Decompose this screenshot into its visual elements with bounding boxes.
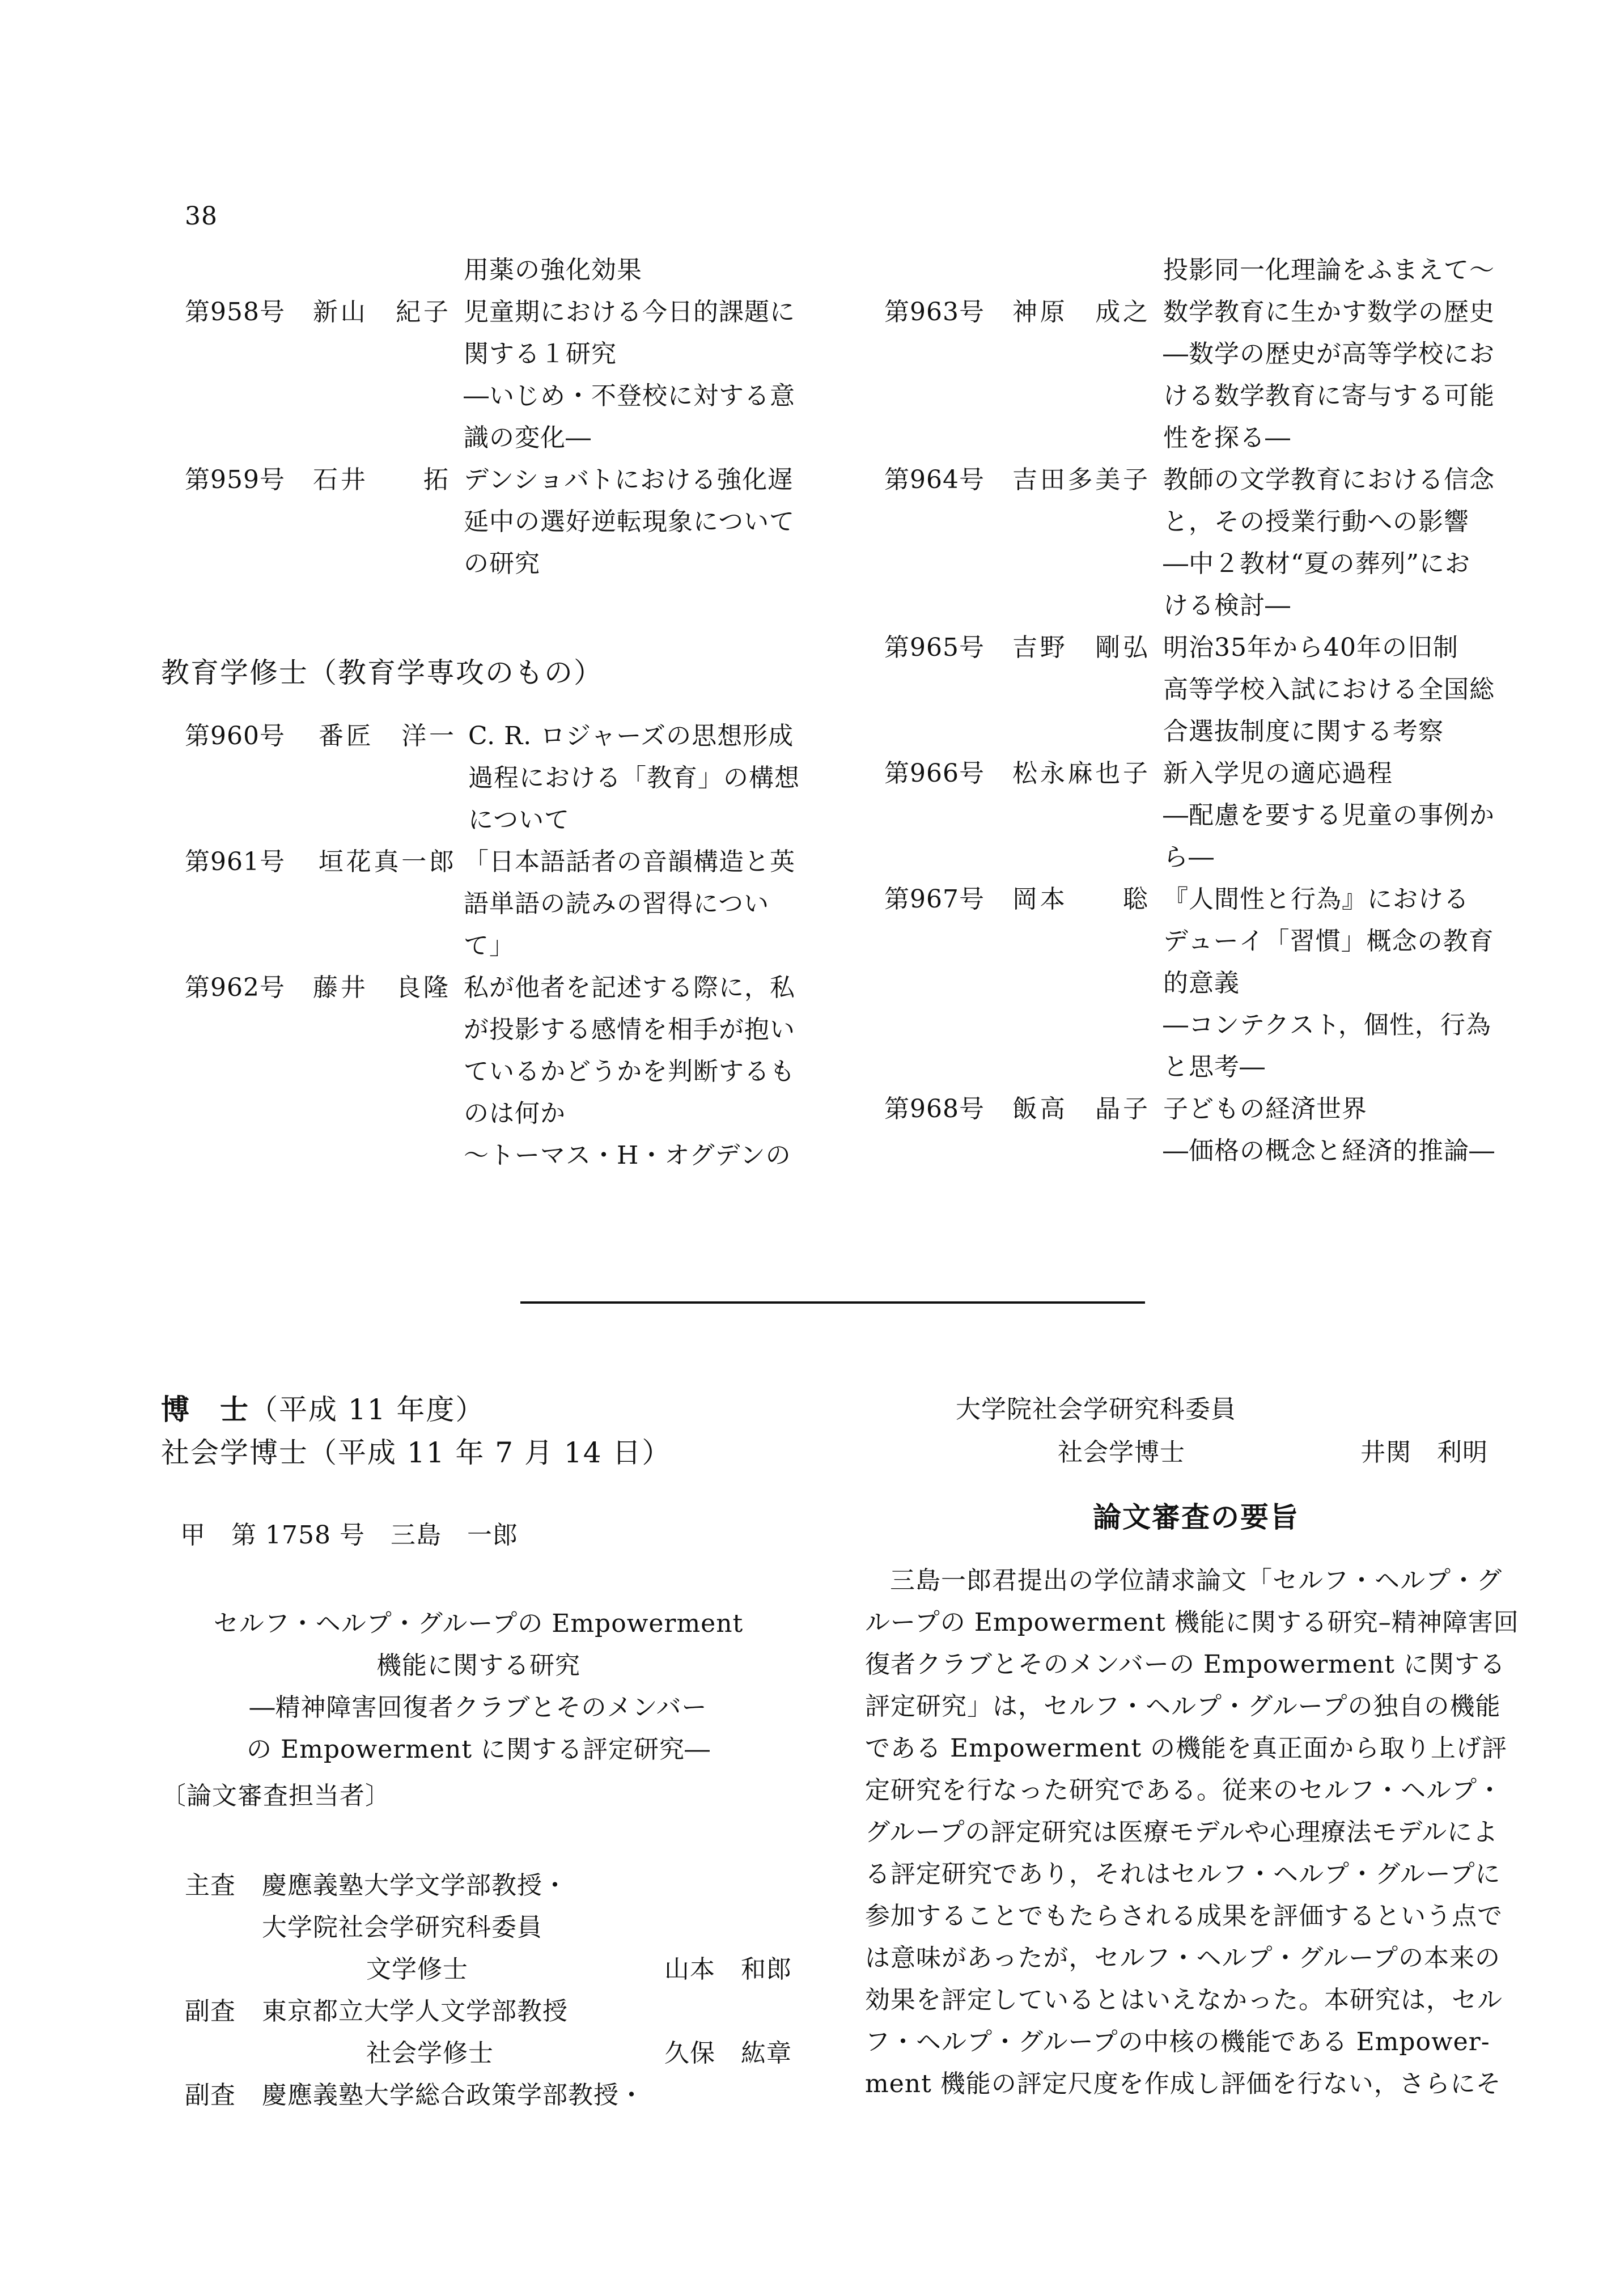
thesis-title [1163, 879, 1494, 1088]
doctor-heading-year: （平成 11 年度） [249, 1393, 485, 1426]
summary-body [865, 1560, 1519, 2105]
summary-line: ループの Empowerment 機能に関する研究–精神障害回 [865, 1608, 1519, 1637]
examiner-role: 副査 [185, 2081, 236, 2110]
thesis-entry-959 [185, 459, 808, 585]
title-line: 的意義 [1163, 969, 1240, 998]
examiner-affiliation: 東京都立大学人文学部教授 [262, 1997, 568, 2026]
title-line: 性を探る― [1163, 423, 1291, 452]
summary-line: 三島一郎君提出の学位請求論文「セルフ・ヘルプ・グ [890, 1566, 1502, 1595]
author-name: 吉田多美子 [1012, 465, 1148, 494]
title-line: デューイ「習慣」概念の教育 [1163, 927, 1494, 956]
examiner-affiliation: 慶應義塾大学総合政策学部教授・ [262, 2081, 644, 2110]
title-line: ―中２教材“夏の葬列”にお [1163, 549, 1470, 578]
title-line: ―いじめ・不登校に対する意 [464, 381, 795, 410]
title-line: 明治35年から40年の旧制 [1163, 633, 1458, 662]
author-name: 岡本 聡 [1012, 885, 1148, 914]
summary-line: 復者クラブとそのメンバーの Empowerment に関する [865, 1650, 1506, 1679]
thesis-entry-960 [185, 715, 808, 841]
examiner-name: 久保 紘章 [664, 2039, 792, 2068]
thesis-entry-964 [884, 459, 1508, 627]
thesis-number: 第965号 [884, 633, 985, 662]
title-line: 教師の文学教育における信念 [1163, 465, 1495, 494]
title-line: 延中の選好逆転現象について [464, 507, 795, 536]
thesis-entry-967 [884, 879, 1508, 1088]
summary-line: 参加することでもたらされる成果を評価するという点で [865, 1902, 1503, 1931]
examiner-row [185, 1907, 803, 1949]
author-name: 新山 紀子 [313, 298, 449, 326]
dissertation-title-line: 機能に関する研究 [376, 1651, 580, 1680]
thesis-entry-966 [884, 753, 1508, 879]
title-line: 「日本語話者の音韻構造と英 [464, 847, 795, 876]
title-line: 『人間性と行為』における [1163, 885, 1469, 914]
thesis-title [468, 715, 800, 841]
examiner-row [185, 1865, 803, 1907]
examiner-degree: 社会学博士 [1058, 1438, 1185, 1467]
author-name: 飯高 晶子 [1012, 1095, 1148, 1123]
doctor-heading [161, 1389, 485, 1431]
title-line: 合選抜制度に関する考察 [1163, 717, 1444, 746]
thesis-list-left-a [185, 291, 808, 586]
summary-line: 評定研究」は，セルフ・ヘルプ・グループの独自の機能 [865, 1692, 1501, 1721]
thesis-entry-968 [884, 1088, 1508, 1172]
thesis-number: 第959号 [185, 465, 285, 494]
dissertation-title-line: セルフ・ヘルプ・グループの Empowerment [213, 1609, 744, 1638]
examiners-heading: 〔論文審査担当者〕 [161, 1781, 391, 1810]
summary-line: である Empowerment の機能を真正面から取り上げ評 [865, 1734, 1507, 1763]
summary-line: 効果を評定しているとはいえなかった。本研究は，セル [865, 1986, 1503, 2014]
summary-line: ment 機能の評定尺度を作成し評価を行ない，さらにそ [865, 2069, 1502, 2098]
thesis-title [1163, 291, 1495, 459]
title-line: の研究 [464, 549, 540, 578]
title-line: 高等学校入試における全国総 [1163, 675, 1495, 704]
examiner-row [185, 1949, 803, 1991]
title-line: 数学教育に生かす数学の歴史 [1163, 298, 1495, 326]
registration-line: 甲 第 1758 号 三島 一郎 [180, 1521, 518, 1550]
examiner-role: 副査 [185, 1997, 236, 2026]
page-number: 38 [185, 202, 218, 231]
author-name: 神原 成之 [1012, 298, 1148, 326]
thesis-number: 第964号 [884, 465, 985, 494]
title-line: 私が他者を記述する際に，私 [464, 973, 795, 1002]
examiner-degree: 社会学修士 [366, 2039, 494, 2068]
thesis-title [1163, 459, 1495, 627]
author-name: 番匠 洋一 [319, 722, 455, 750]
thesis-entry-962 [185, 967, 808, 1177]
dissertation-title [161, 1603, 796, 1771]
thesis-title [464, 291, 795, 459]
thesis-entry-961 [185, 841, 808, 967]
author-name: 藤井 良隆 [313, 973, 449, 1002]
title-line: ―配慮を要する児童の事例か [1163, 801, 1495, 830]
thesis-title [1163, 1088, 1495, 1172]
examiner-affiliation-continued: 大学院社会学研究科委員 [956, 1395, 1236, 1424]
title-line: について [468, 805, 570, 834]
thesis-number: 第963号 [884, 298, 985, 326]
title-line: 子どもの経済世界 [1163, 1095, 1367, 1123]
thesis-number: 第966号 [884, 759, 985, 788]
thesis-entry-965 [884, 627, 1508, 753]
title-line: と思考― [1163, 1053, 1265, 1081]
title-line: 識の変化― [464, 423, 591, 452]
title-line: 〜トーマス・H・オグデンの [464, 1141, 791, 1170]
thesis-entry-958 [185, 291, 808, 459]
title-line: 新入学児の適応過程 [1163, 759, 1393, 788]
title-line: ―価格の概念と経済的推論― [1163, 1136, 1495, 1165]
thesis-number: 第967号 [884, 885, 985, 914]
examiner-name: 山本 和郎 [664, 1955, 792, 1984]
examiner-affiliation: 慶應義塾大学文学部教授・ [262, 1871, 568, 1900]
continuation-text-left: 用薬の強化効果 [464, 256, 642, 285]
thesis-title [464, 459, 795, 585]
title-line: て」 [464, 931, 515, 960]
summary-line: 定研究を行なった研究である。従来のセルフ・ヘルプ・ [865, 1776, 1503, 1805]
thesis-title [464, 967, 795, 1177]
thesis-title [1163, 627, 1495, 753]
thesis-title [464, 841, 795, 967]
dissertation-title-line: ―精神障害回復者クラブとそのメンバー [249, 1693, 707, 1722]
examiner-row [185, 2033, 803, 2075]
examiners-list [185, 1865, 803, 2126]
thesis-list-left-b [185, 715, 808, 1180]
continuation-text-right: 投影同一化理論をふまえて〜 [1163, 256, 1495, 285]
title-line: ―数学の歴史が高等学校にお [1163, 340, 1495, 368]
title-line: が投影する感情を相手が抱い [464, 1015, 795, 1044]
summary-line: る評定研究であり，それはセルフ・ヘルプ・グループに [865, 1860, 1501, 1889]
title-line: ら― [1163, 843, 1214, 872]
examiner-degree: 文学修士 [366, 1955, 468, 1984]
title-line: ―コンテクスト，個性，行為 [1163, 1011, 1491, 1040]
title-line: 児童期における今日的課題に [464, 298, 795, 326]
dissertation-title-line: の Empowerment に関する評定研究― [247, 1735, 710, 1764]
thesis-entry-963 [884, 291, 1508, 459]
author-name: 吉野 剛弘 [1012, 633, 1148, 662]
summary-line: グループの評定研究は医療モデルや心理療法モデルによ [865, 1818, 1499, 1847]
examiner-affiliation: 大学院社会学研究科委員 [262, 1913, 542, 1942]
summary-line: フ・ヘルプ・グループの中核の機能である Empower- [865, 2027, 1490, 2056]
title-line: C. R. ロジャーズの思想形成 [468, 722, 794, 750]
thesis-number: 第961号 [185, 847, 285, 876]
thesis-list-right [884, 291, 1508, 1176]
title-line: ける数学教育に寄与する可能 [1163, 381, 1495, 410]
title-line: のは何か [464, 1099, 566, 1128]
summary-heading: 論文審査の要旨 [1093, 1500, 1299, 1534]
title-line: 語単語の読みの習得につい [464, 889, 770, 918]
examiner-row [185, 1991, 803, 2033]
title-line: と，その授業行動への影響 [1163, 507, 1469, 536]
author-name: 松永麻也子 [1012, 759, 1148, 788]
examiner-name: 井関 利明 [1360, 1438, 1488, 1467]
title-line: 関する１研究 [464, 340, 617, 368]
title-line: ているかどうかを判断するも [464, 1057, 795, 1086]
degree-line: 社会学博士（平成 11 年 7 月 14 日） [161, 1436, 672, 1469]
examiner-role: 主査 [185, 1871, 236, 1900]
title-line: ける検討― [1163, 591, 1291, 620]
examiner-row [185, 2075, 803, 2116]
thesis-number: 第958号 [185, 298, 285, 326]
title-line: デンショバトにおける強化遅 [464, 465, 794, 494]
thesis-title [1163, 753, 1495, 879]
doctor-heading-main: 博 士 [161, 1393, 249, 1426]
section-heading: 教育学修士（教育学専攻のもの） [161, 656, 603, 689]
section-divider [520, 1301, 1145, 1304]
author-name: 石井 拓 [313, 465, 449, 494]
title-line: 過程における「教育」の構想 [468, 763, 800, 792]
thesis-number: 第968号 [884, 1095, 985, 1123]
thesis-number: 第962号 [185, 973, 285, 1002]
thesis-number: 第960号 [185, 722, 285, 750]
summary-line: は意味があったが，セルフ・ヘルプ・グループの本来の [865, 1944, 1501, 1972]
author-name: 垣花真一郎 [319, 847, 455, 876]
